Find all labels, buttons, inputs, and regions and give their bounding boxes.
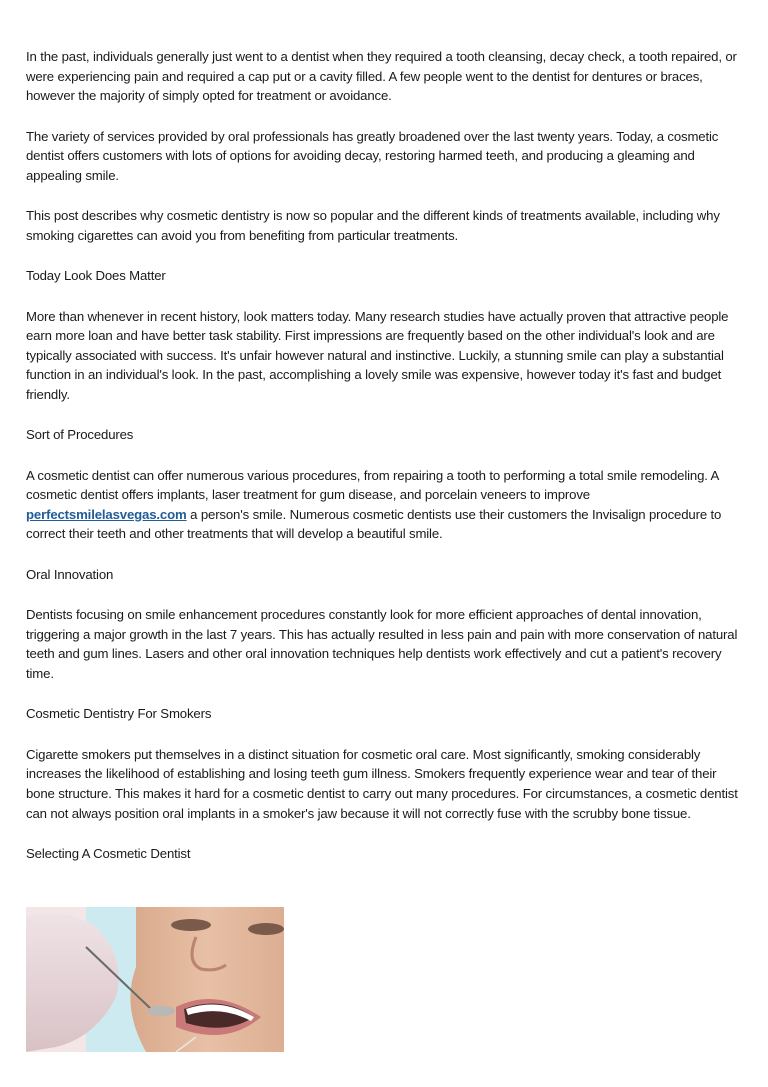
perfectsmile-link[interactable]: perfectsmilelasvegas.com <box>26 506 187 522</box>
article-body <box>26 47 748 884</box>
section-body-smokers: Cigarette smokers put themselves in a distinct situation for cosmetic oral care. Most significantly, smoking considerably increases the likelihood of establishing and losing teeth gum illness. Smokers frequently experience wear and tear of their bone structure. This makes it hard for a cosmetic dentist to carry out many procedures. For circumstances, a cosmetic dentist can not always position oral implants in a smoker's jaw because it will not correctly fuse with the scrubby bone tissue. <box>26 746 738 821</box>
section-body-look-matters: More than whenever in recent history, look matters today. Many research studies have actually proven that attractive people earn more loan and have better task stability. First impressions are frequently based on the other individual's look and are typically associated with success. It's unfair however natural and instinctive. Luckily, a stunning smile can play a substantial function in an individual's look. In the past, accomplishing a lovely smile was expensive, however today it's fast and budget friendly. <box>26 308 729 402</box>
procedures-text-after-link: a person's smile. Numerous cosmetic dentists use their customers the Invisalign procedure to correct their teeth and other treatments that will develop a beautiful smile. <box>26 506 722 542</box>
intro-paragraph-2: The variety of services provided by oral professionals has greatly broadened over the last twenty years. Today, a cosmetic dentist offers customers with lots of options for avoiding decay, restoring harmed teeth, and producing a gleaming and appealing smile. <box>26 128 719 183</box>
dental-exam-photo <box>26 907 284 1052</box>
smiling-woman-photo-icon <box>26 907 284 1052</box>
intro-paragraph-1: In the past, individuals generally just went to a dentist when they required a tooth cleansing, decay check, a tooth repaired, or were experiencing pain and required a cap put or a cavity filled. A few people went to the dentist for dentures or braces, however the majority of simply opted for treatment or avoidance. <box>26 49 737 104</box>
section-heading-selecting-dentist: Selecting A Cosmetic Dentist <box>26 845 191 861</box>
section-heading-oral-innovation: Oral Innovation <box>26 566 114 582</box>
section-heading-look-matters: Today Look Does Matter <box>26 268 166 284</box>
intro-paragraph-3: This post describes why cosmetic dentistry is now so popular and the different kinds of treatments available, including why smoking cigarettes can avoid you from benefiting from particular treatments. <box>26 208 720 243</box>
section-heading-smokers: Cosmetic Dentistry For Smokers <box>26 706 212 722</box>
procedures-text-before-link: A cosmetic dentist can offer numerous various procedures, from repairing a tooth to performing a total smile remodeling. A cosmetic dentist offers implants, laser treatment for gum disease, and porcelain veneers to improve <box>26 467 719 503</box>
section-body-oral-innovation: Dentists focusing on smile enhancement procedures constantly look for more efficient approaches of dental innovation, triggering a major growth in the last 7 years. This has actually resulted in less pain and pain with more conservation of natural teeth and gum lines. Lasers and other oral innovation techniques help dentists work effectively and cut a patient's recovery time. <box>26 607 738 682</box>
section-heading-procedures: Sort of Procedures <box>26 427 134 443</box>
section-body-procedures <box>26 466 748 544</box>
